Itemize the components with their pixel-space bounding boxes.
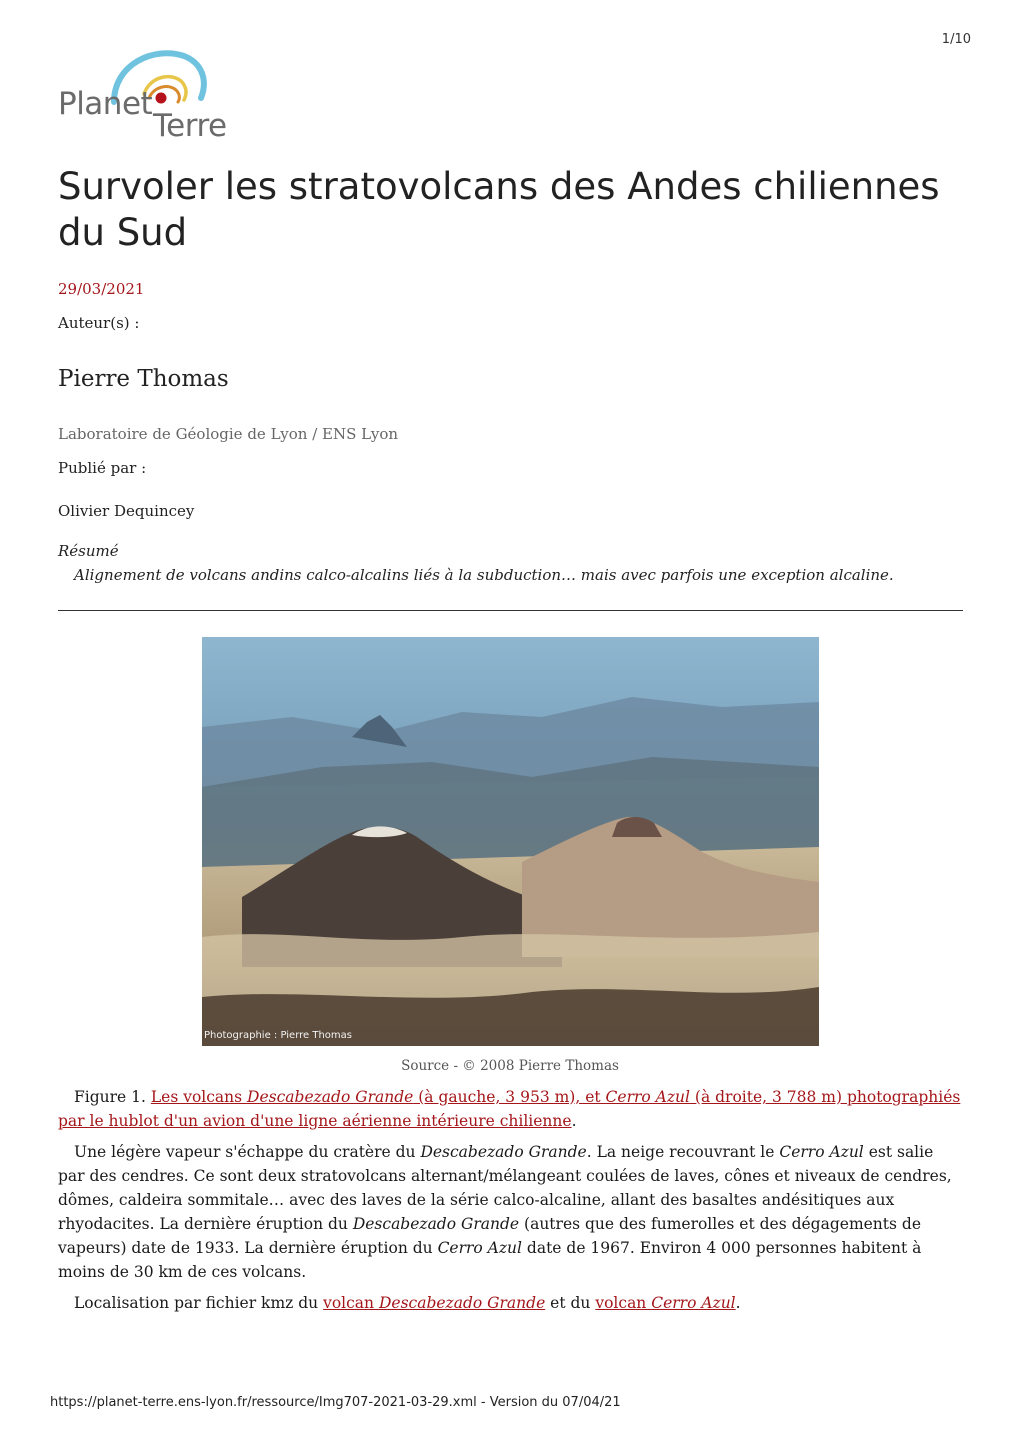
- abstract-text: Alignement de volcans andins calco-alcalins liés à la subduction… mais avec parfois une exception alcaline.: [74, 566, 894, 584]
- logo-text-terre: Terre: [153, 108, 227, 144]
- link-volcan-descabezado-grande[interactable]: volcan Descabezado Grande: [323, 1294, 546, 1312]
- photo-credit: Photographie : Pierre Thomas: [204, 1030, 352, 1041]
- figure-label: Figure 1.: [74, 1088, 146, 1106]
- page-number: 1/10: [941, 32, 971, 47]
- body-paragraph-2: Localisation par fichier kmz du volcan Descabezado Grande et du volcan Cerro Azul.: [74, 1294, 741, 1312]
- volcano-photo: [202, 637, 819, 1046]
- figure-source: Source - © 2008 Pierre Thomas: [401, 1058, 619, 1074]
- abstract-label: Résumé: [58, 542, 119, 560]
- authors-label: Auteur(s) :: [58, 314, 140, 332]
- publisher-name: Olivier Dequincey: [58, 502, 195, 520]
- publication-date: 29/03/2021: [58, 280, 145, 298]
- divider: [58, 610, 963, 611]
- planet-terre-logo[interactable]: [56, 46, 236, 144]
- footer-url: https://planet-terre.ens-lyon.fr/ressource/Img707-2021-03-29.xml - Version du 07/04/21: [50, 1395, 621, 1410]
- figure-caption: Figure 1. Les volcans Descabezado Grande (à gauche, 3 953 m), et Cerro Azul (à droite, 3 788 m) photographiés par le hublot d'un avion d'une ligne aérienne intérieure chilienne.: [58, 1088, 961, 1130]
- author-affiliation: Laboratoire de Géologie de Lyon / ENS Lyon: [58, 425, 399, 443]
- article-title: Survoler les stratovolcans des Andes chiliennes du Sud: [58, 165, 940, 254]
- figure-caption-link[interactable]: Les volcans Descabezado Grande (à gauche, 3 953 m), et Cerro Azul (à droite, 3 788 m) photographiés par le hublot d'un avion d'une ligne aérienne intérieure chilienne: [58, 1088, 961, 1130]
- body-paragraph-1: Une légère vapeur s'échappe du cratère du Descabezado Grande. La neige recouvrant le Cerro Azul est salie par des cendres. Ce sont deux stratovolcans alternant/mélangeant coulées de laves, cônes et niveaux de cendres, dômes, caldeira sommitale… avec des laves de la série calco-alcaline, allant des basaltes andésitiques aux rhyodacites. La dernière éruption du Descabezado Grande (autres que des fumerolles et des dégagements de vapeurs) date de 1933. La dernière éruption du Cerro Azul date de 1967. Environ 4 000 personnes habitent à moins de 30 km de ces volcans.: [58, 1143, 952, 1281]
- published-by-label: Publié par :: [58, 459, 147, 477]
- logo-text-planet: Planet: [58, 86, 153, 122]
- link-volcan-cerro-azul[interactable]: volcan Cerro Azul: [595, 1294, 736, 1312]
- author-name: Pierre Thomas: [58, 366, 229, 392]
